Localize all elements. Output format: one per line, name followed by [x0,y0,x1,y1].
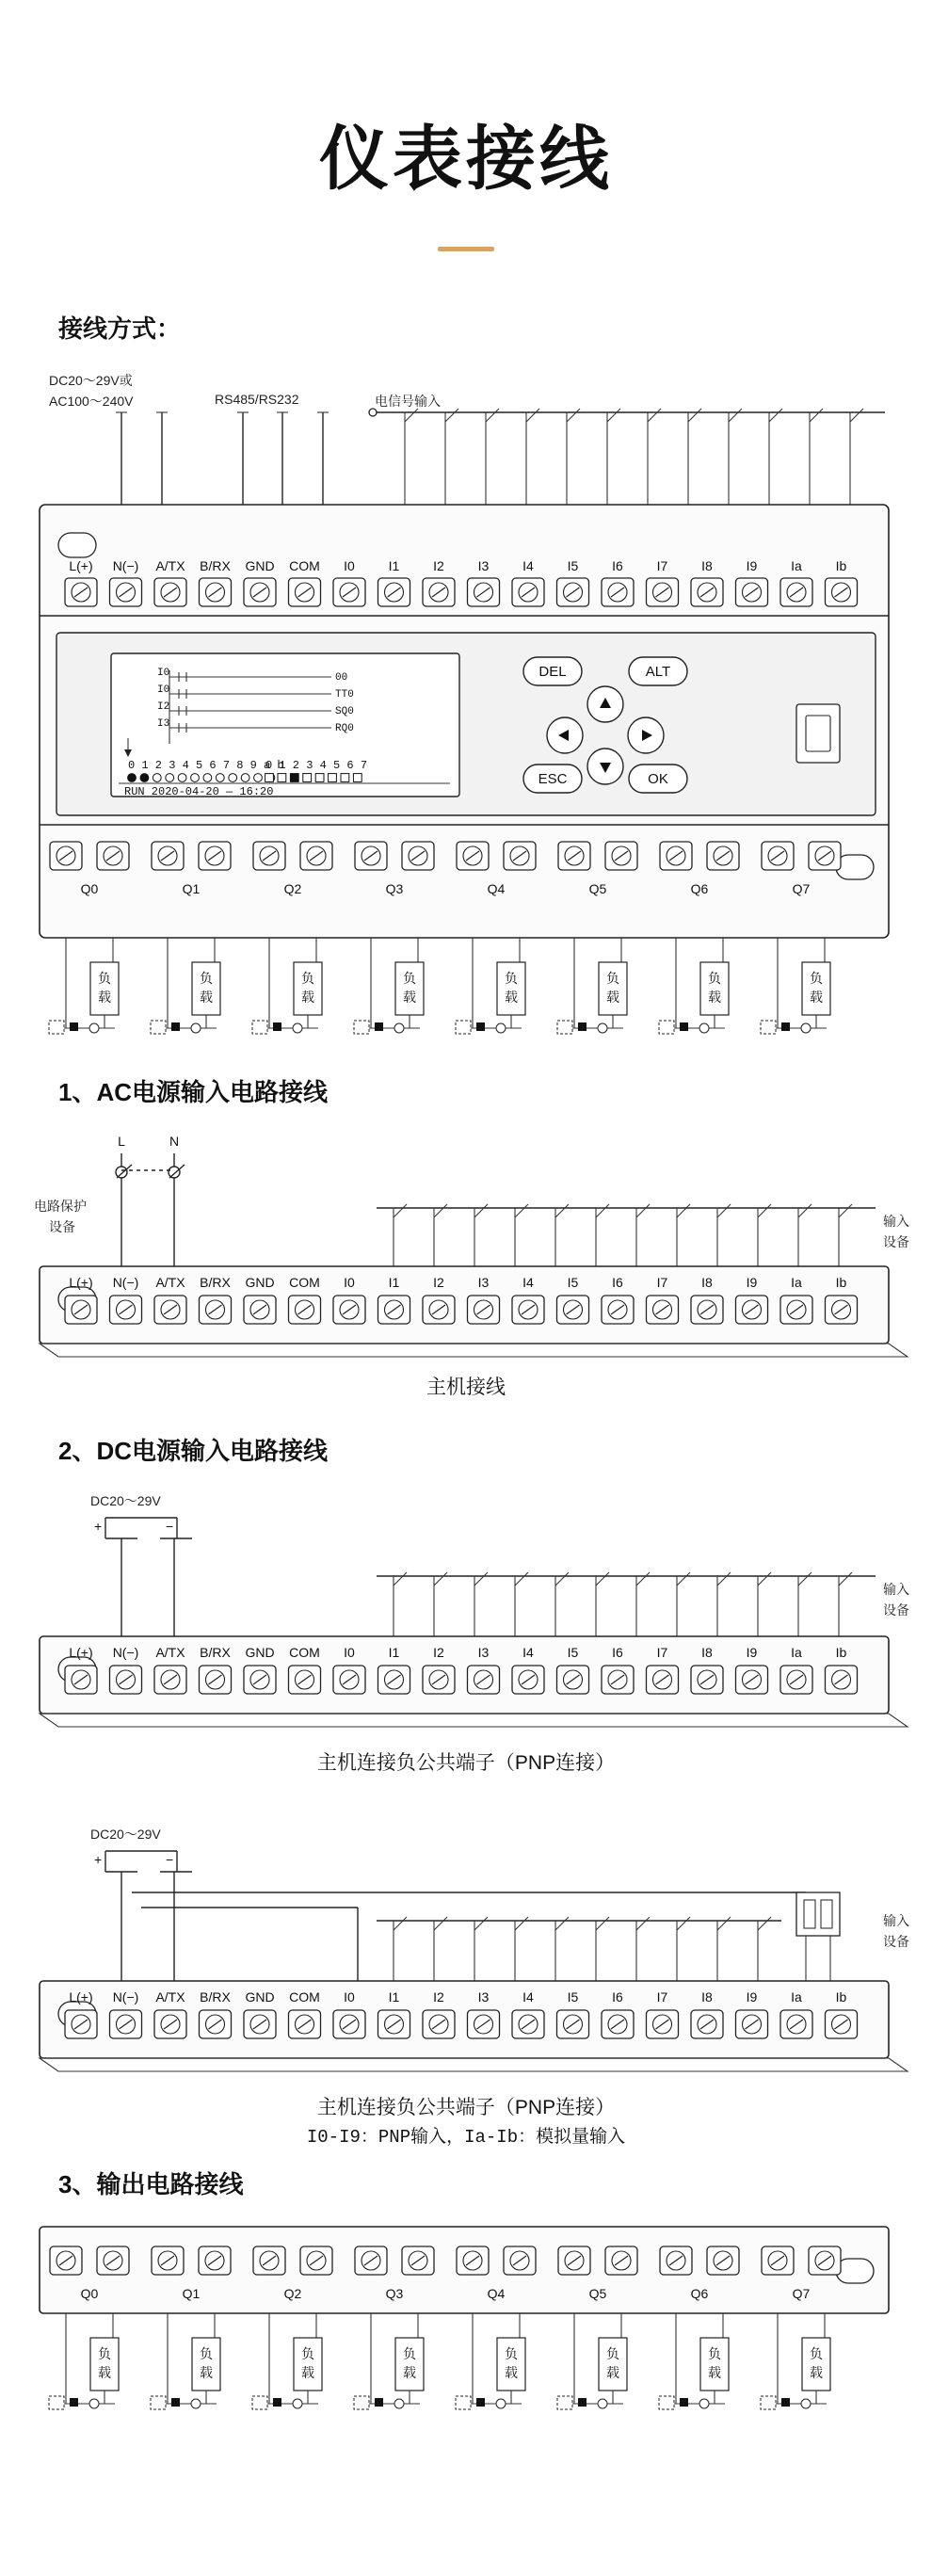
terminal-label-Ib: Ib [835,1989,847,2004]
terminal-label-I4: I4 [522,1989,534,2004]
terminal-label-out-Q7: Q7 [792,2286,811,2301]
svg-text:+: + [94,1852,103,1867]
output-svg [0,2217,932,2462]
fuse-icon [49,1021,64,1034]
svg-text:ESC: ESC [538,771,568,787]
supply-terminal-icon [375,1022,383,1031]
lcd-output-indicator [265,774,274,782]
terminal-label-out-Q6: Q6 [690,2286,709,2301]
terminal-label-I7: I7 [656,1645,668,1660]
lcd-input-indicator [229,774,237,782]
load-label: 负 [505,2346,518,2361]
terminal-label-I8: I8 [701,558,713,573]
terminal-label-I5: I5 [567,558,579,573]
dc-input-diagram-a [0,1486,932,1796]
terminal-label-I4: I4 [522,558,534,573]
output-diagram [0,2217,932,2462]
supply-node-icon [293,1023,302,1033]
lcd-input-indicator [216,774,224,782]
terminal-label-B/RX: B/RX [200,1275,231,1290]
label-comm: RS485/RS232 [215,392,299,407]
lcd-input-indicator [241,774,249,782]
terminal-label-I1: I1 [388,558,400,573]
fuse-icon [252,1021,267,1034]
supply-node-icon [394,2399,404,2408]
supply-node-icon [89,2399,99,2408]
fuse-icon [354,2396,369,2409]
terminal-label-I5: I5 [567,1645,579,1660]
svg-text:I3: I3 [157,718,170,730]
caption-host-wiring: 主机接线 [426,1377,506,1398]
terminal-label-I6: I6 [612,558,623,573]
terminal-label-Ia: Ia [791,1645,802,1660]
load-label: 负 [505,971,518,986]
terminal-label-N(−): N(−) [112,1275,139,1290]
fuse-icon [252,2396,267,2409]
terminal-label-I3: I3 [477,1275,490,1290]
load-label: 载 [403,2365,416,2380]
supply-terminal-icon [70,1022,78,1031]
terminal-label-L(+): L(+) [69,1275,93,1290]
svg-text:OK: OK [648,771,668,787]
load-label: 负 [200,971,213,986]
terminal-label-Ia: Ia [791,558,802,573]
terminal-label-Ib: Ib [835,1275,847,1290]
terminal-label-L(+): L(+) [69,558,93,573]
terminal-label-I4: I4 [522,1645,534,1660]
svg-text:I2: I2 [157,701,170,713]
terminal-label-A/TX: A/TX [155,1989,185,2004]
label-signal-input: 电信号输入 [375,394,441,409]
supply-node-icon [496,1023,506,1033]
svg-text:I0: I0 [157,684,170,696]
supply-terminal-icon [781,1022,790,1031]
load-label: 负 [606,2346,619,2361]
fuse-icon [761,1021,776,1034]
terminal-label-I9: I9 [746,1275,758,1290]
lcd-input-indicator [203,774,212,782]
supply-terminal-icon [476,1022,485,1031]
load-label: 负 [810,971,823,986]
terminal-label-Q0: Q0 [80,881,99,896]
terminal-label-Q5: Q5 [588,881,607,896]
caption-io-note: I0-I9：PNP输入，Ia-Ib：模拟量输入 [306,2127,626,2148]
heading-wiring-method: 接线方式： [58,314,182,343]
heading-dc-input: 2、DC电源输入电路接线 [58,1437,329,1465]
terminal-label-Ib: Ib [835,558,847,573]
terminal-label-Q3: Q3 [385,881,404,896]
lcd-input-indicator [166,774,174,782]
supply-node-icon [801,1023,811,1033]
terminal-label-out-Q5: Q5 [588,2286,607,2301]
supply-node-icon [293,2399,302,2408]
load-label: 负 [606,971,619,986]
terminal-label-I9: I9 [746,1645,758,1660]
supply-terminal-icon [171,1022,180,1031]
terminal-label-I8: I8 [701,1989,713,2004]
fuse-icon [456,1021,471,1034]
terminal-label-GND: GND [245,1275,275,1290]
load-label: 载 [810,990,823,1005]
load-label: 载 [200,990,213,1005]
load-label: 载 [301,990,314,1005]
terminal-label-I5: I5 [567,1275,579,1290]
terminal-label-Ib: Ib [835,1645,847,1660]
svg-text:N: N [169,1134,180,1149]
terminal-label-A/TX: A/TX [155,1645,185,1660]
fuse-icon [456,2396,471,2409]
terminal-label-I2: I2 [433,1275,444,1290]
supply-node-icon [598,2399,607,2408]
fuse-icon [659,1021,674,1034]
terminal-label-COM: COM [289,558,320,573]
label-input-dev-3b: 设备 [883,1934,909,1949]
caption-pnp-2: 主机连接负公共端子（PNP连接） [316,2097,616,2118]
lcd-input-indicator [191,774,200,782]
terminal-label-I2: I2 [433,1645,444,1660]
terminal-label-I6: I6 [612,1989,623,2004]
label-input-dev-1a: 输入 [883,1214,909,1229]
label-input-dev-1b: 设备 [883,1234,909,1249]
heading-output: 3、输出电路接线 [58,2170,244,2198]
lcd-output-indicator [353,774,362,782]
terminal-label-out-Q4: Q4 [487,2286,506,2301]
load-label: 负 [200,2346,213,2361]
terminal-label-A/TX: A/TX [155,1275,185,1290]
svg-text:SQ0: SQ0 [335,706,354,717]
supply-terminal-icon [781,2398,790,2407]
supply-node-icon [801,2399,811,2408]
terminal-label-I7: I7 [656,1275,668,1290]
load-label: 载 [403,990,416,1005]
terminal-label-I7: I7 [656,1989,668,2004]
supply-node-icon [394,1023,404,1033]
load-label: 载 [98,2365,111,2380]
terminal-label-I7: I7 [656,558,668,573]
supply-terminal-icon [375,2398,383,2407]
terminal-label-B/RX: B/RX [200,558,231,573]
terminal-label-I6: I6 [612,1645,623,1660]
terminal-label-I4: I4 [522,1275,534,1290]
terminal-label-I9: I9 [746,1989,758,2004]
load-label: 载 [708,990,721,1005]
lcd-input-indicator [254,774,263,782]
fuse-icon [659,2396,674,2409]
lcd-output-indicator [278,774,286,782]
load-label: 负 [403,2346,416,2361]
terminal-label-I0: I0 [344,1275,355,1290]
main-device-diagram [0,354,932,1088]
fuse-icon [151,1021,166,1034]
label-input-dev-3a: 输入 [883,1913,909,1928]
svg-text:L: L [118,1134,125,1149]
load-label: 载 [505,990,518,1005]
terminal-label-Q7: Q7 [792,881,811,896]
load-label: 负 [708,2346,721,2361]
page-title: 仪表接线 [319,120,613,198]
fuse-icon [557,1021,572,1034]
load-label: 载 [301,2365,314,2380]
terminal-label-Q4: Q4 [487,881,506,896]
svg-text:TT0: TT0 [335,689,354,700]
lcd-output-indicator [329,774,337,782]
terminal-label-Ia: Ia [791,1275,802,1290]
terminal-label-Q2: Q2 [283,881,302,896]
terminal-label-B/RX: B/RX [200,1645,231,1660]
terminal-label-I2: I2 [433,1989,444,2004]
load-label: 负 [301,971,314,986]
label-input-dev-2a: 输入 [883,1582,909,1597]
terminal-label-I3: I3 [477,558,490,573]
terminal-label-I2: I2 [433,558,444,573]
terminal-label-A/TX: A/TX [155,558,185,573]
fuse-icon [151,2396,166,2409]
load-label: 负 [810,2346,823,2361]
label-dc-only-a: DC20～29V [90,1493,161,1508]
supply-terminal-icon [680,2398,688,2407]
main-device-svg [0,354,932,1088]
load-label: 载 [606,2365,619,2380]
supply-terminal-icon [578,1022,587,1031]
terminal-label-GND: GND [245,1989,275,2004]
caption-pnp-1: 主机连接负公共端子（PNP连接） [316,1752,616,1774]
terminal-label-I8: I8 [701,1645,713,1660]
terminal-label-I1: I1 [388,1645,400,1660]
supply-terminal-icon [476,2398,485,2407]
terminal-label-L(+): L(+) [69,1645,93,1660]
terminal-label-I6: I6 [612,1275,623,1290]
fuse-icon [761,2396,776,2409]
load-label: 载 [606,990,619,1005]
fuse-icon [354,1021,369,1034]
terminal-label-I9: I9 [746,558,758,573]
label-protect-line2: 设备 [49,1219,75,1234]
ac-input-diagram [0,1125,932,1426]
svg-text:DEL: DEL [538,664,567,680]
lcd-input-indicator [153,774,161,782]
supply-terminal-icon [578,2398,587,2407]
supply-terminal-icon [70,2398,78,2407]
heading-ac-input: 1、AC电源输入电路接线 [58,1078,329,1106]
terminal-label-I8: I8 [701,1275,713,1290]
terminal-label-COM: COM [289,1275,320,1290]
supply-terminal-icon [273,2398,281,2407]
terminal-label-I0: I0 [344,1989,355,2004]
load-label: 载 [98,990,111,1005]
terminal-label-I0: I0 [344,558,355,573]
load-label: 负 [98,2346,111,2361]
terminal-label-I3: I3 [477,1645,490,1660]
label-dc-power: DC20～29V或 [49,373,133,388]
terminal-label-I1: I1 [388,1989,400,2004]
supply-node-icon [699,2399,709,2408]
lcd-output-indicator [315,774,324,782]
lcd-output-indicator [341,774,349,782]
terminal-label-I5: I5 [567,1989,579,2004]
terminal-label-N(−): N(−) [112,558,139,573]
terminal-label-L(+): L(+) [69,1989,93,2004]
lcd-input-indicator [178,774,186,782]
terminal-label-COM: COM [289,1989,320,2004]
supply-node-icon [89,1023,99,1033]
dc-input-diagram-b [0,1821,932,2162]
terminal-label-I3: I3 [477,1989,490,2004]
supply-node-icon [699,1023,709,1033]
svg-text:+: + [94,1519,103,1534]
terminal-label-N(−): N(−) [112,1989,139,2004]
load-label: 负 [403,971,416,986]
load-label: 负 [98,971,111,986]
svg-text:ALT: ALT [645,664,671,680]
terminal-label-GND: GND [245,1645,275,1660]
supply-node-icon [496,2399,506,2408]
supply-terminal-icon [171,2398,180,2407]
supply-node-icon [191,1023,201,1033]
lcd-output-indicator [303,774,312,782]
supply-terminal-icon [680,1022,688,1031]
svg-text:I0: I0 [157,668,170,679]
terminal-label-Q6: Q6 [690,881,709,896]
svg-text:−: − [166,1852,174,1867]
terminal-label-I1: I1 [388,1275,400,1290]
terminal-label-I0: I0 [344,1645,355,1660]
title-divider [438,247,494,251]
svg-text:−: − [166,1519,174,1534]
terminal-label-out-Q3: Q3 [385,2286,404,2301]
load-label: 负 [301,2346,314,2361]
terminal-label-out-Q2: Q2 [283,2286,302,2301]
label-dc-only-b: DC20～29V [90,1827,161,1842]
terminal-label-GND: GND [245,558,275,573]
lcd-input-indicator [128,774,137,782]
load-label: 载 [708,2365,721,2380]
label-protect-line1: 电路保护 [34,1199,87,1214]
terminal-label-B/RX: B/RX [200,1989,231,2004]
load-label: 载 [810,2365,823,2380]
svg-text:RUN 2020-04-20 — 16:20: RUN 2020-04-20 — 16:20 [124,785,274,798]
fuse-icon [49,2396,64,2409]
terminal-label-Ia: Ia [791,1989,802,2004]
load-label: 载 [200,2365,213,2380]
fuse-icon [557,2396,572,2409]
svg-text:RQ0: RQ0 [335,723,354,734]
terminal-label-Q1: Q1 [182,881,201,896]
terminal-label-out-Q0: Q0 [80,2286,99,2301]
terminal-label-out-Q1: Q1 [182,2286,201,2301]
label-input-dev-2b: 设备 [883,1602,909,1618]
load-label: 载 [505,2365,518,2380]
terminal-label-N(−): N(−) [112,1645,139,1660]
svg-text:0 1 2 3 4 5 6 7: 0 1 2 3 4 5 6 7 [265,759,368,772]
svg-text:0 1 2 3 4 5 6 7 8 9 a b: 0 1 2 3 4 5 6 7 8 9 a b [128,759,284,772]
terminal-label-COM: COM [289,1645,320,1660]
supply-node-icon [191,2399,201,2408]
label-ac-power: AC100～240V [49,394,134,409]
lcd-input-indicator [140,774,149,782]
svg-text:00: 00 [335,672,348,684]
supply-node-icon [598,1023,607,1033]
lcd-output-indicator [290,774,298,782]
load-label: 负 [708,971,721,986]
supply-terminal-icon [273,1022,281,1031]
